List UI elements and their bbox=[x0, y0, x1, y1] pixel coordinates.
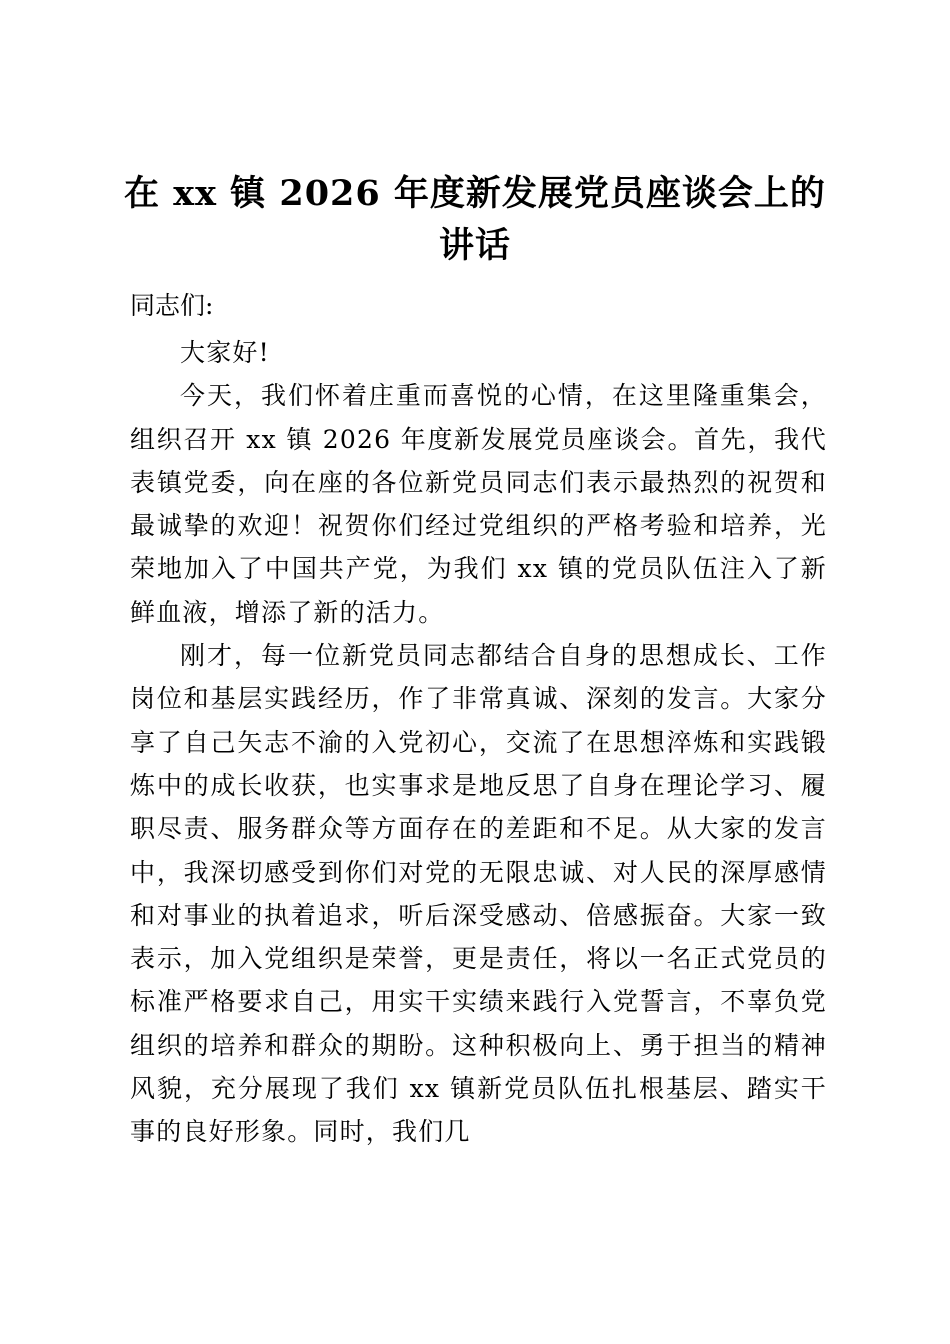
document-body bbox=[130, 331, 827, 1154]
salutation: 同志们: bbox=[130, 291, 214, 320]
paragraph-opening: 今天，我们怀着庄重而喜悦的心情，在这里隆重集会，组织召开 xx 镇 2026 年度新发展党员座谈会。首先，我代表镇党委，向在座的各位新党员同志们表示最热烈的祝贺和最诚挚的欢迎！祝贺你们经过党组织的严格考验和培养，光荣地加入了中国共产党，为我们 xx 镇的党员队伍注入了新鲜血液，增添了新的活力。 bbox=[130, 381, 827, 627]
paragraph-greeting: 大家好! bbox=[180, 338, 270, 367]
paragraph-speeches: 刚才，每一位新党员同志都结合自身的思想成长、工作岗位和基层实践经历，作了非常真诚、深刻的发言。大家分享了自己矢志不渝的入党初心，交流了在思想淬炼和实践锻炼中的成长收获，也实事求是地反思了自身在理论学习、履职尽责、服务群众等方面存在的差距和不足。从大家的发言中，我深切感受到你们对党的无限忠诚、对人民的深厚感情和对事业的执着追求，听后深受感动、倍感振奋。大家一致表示，加入党组织是荣誉，更是责任，将以一名正式党员的标准严格要求自己，用实干实绩来践行入党誓言，不辜负党组织的培养和群众的期盼。这种积极向上、勇于担当的精神风貌，充分展现了我们 xx 镇新党员队伍扎根基层、踏实干事的良好形象。同时，我们几 bbox=[130, 641, 827, 1147]
document-title: 在 xx 镇 2026 年度新发展党员座谈会上的讲话 bbox=[124, 173, 826, 266]
